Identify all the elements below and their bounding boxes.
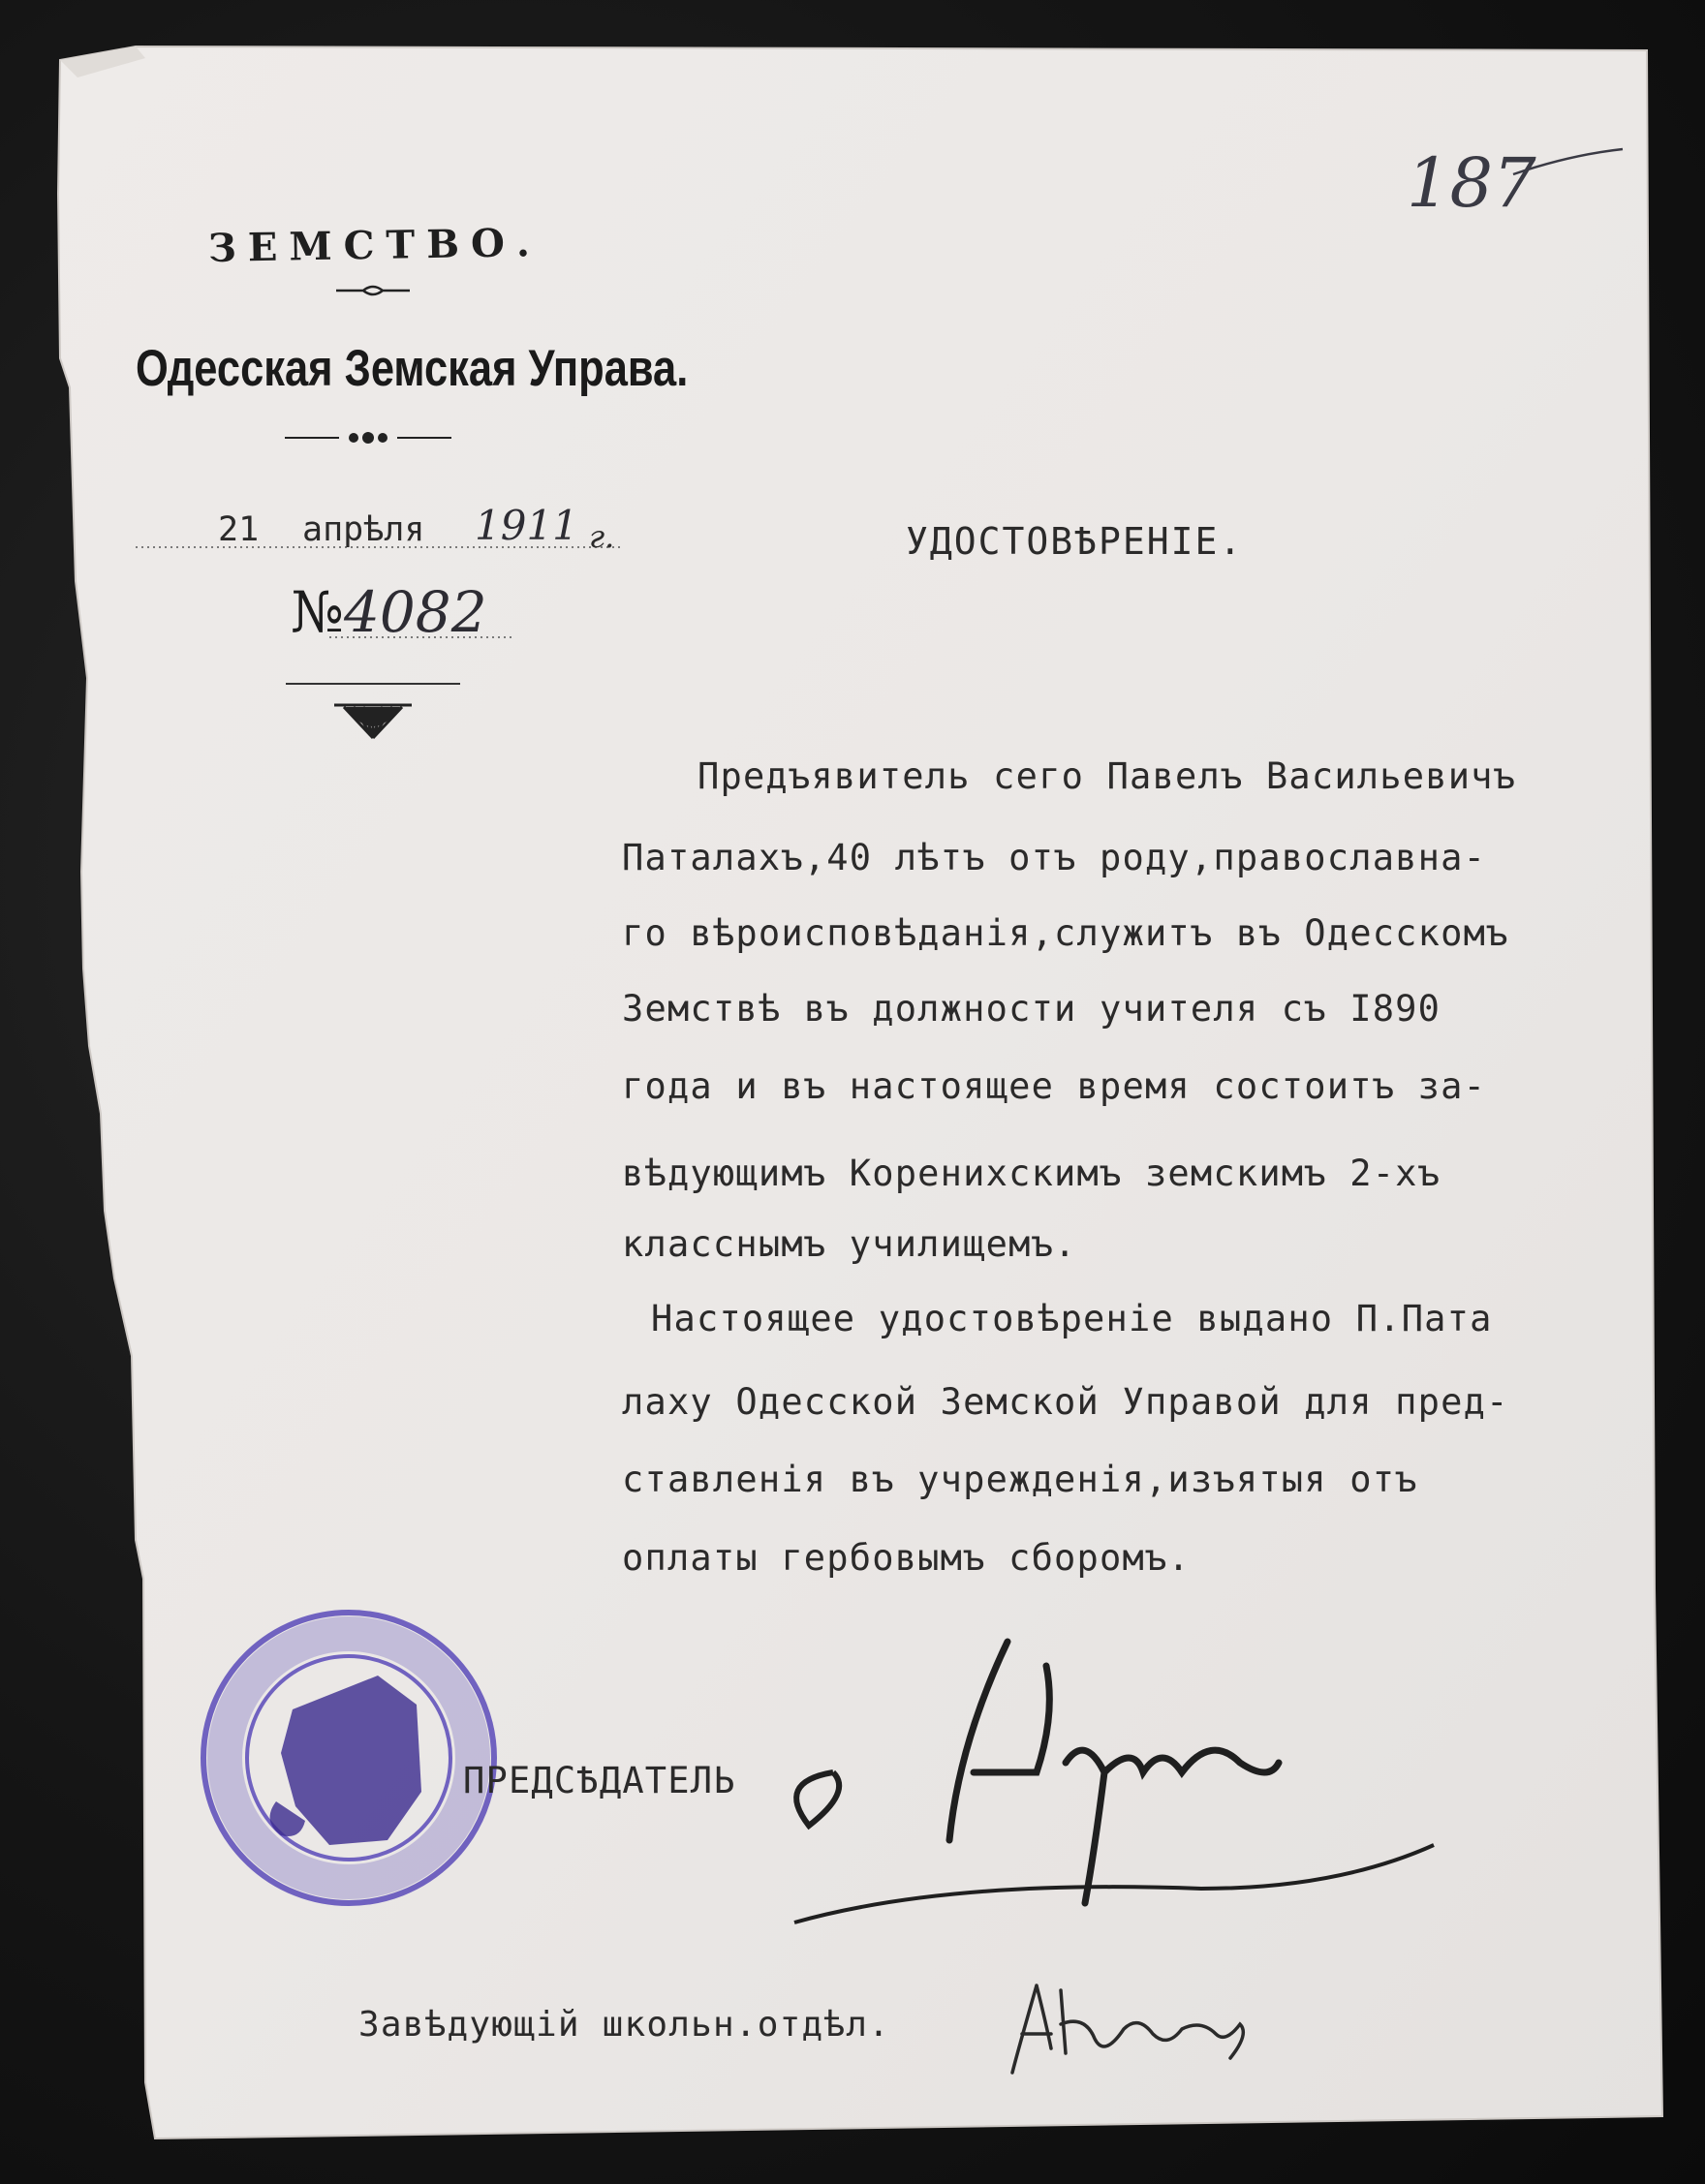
header-ornament-bottom bbox=[286, 678, 460, 746]
org-top-heading: ЗЕМСТВО. bbox=[207, 220, 542, 271]
head-of-department-label: Завѣдующiй школьн.отдѣл. bbox=[358, 2005, 890, 2045]
chairman-label: ПРЕДСѢДАТЕЛЬ bbox=[463, 1760, 736, 1801]
date-year: 1911 bbox=[475, 502, 578, 549]
number-dotted-line bbox=[329, 634, 513, 640]
official-stamp bbox=[184, 1598, 513, 1918]
body-line: лаху Одесской Земской Управой для пред- bbox=[622, 1381, 1509, 1423]
body-line: Земствѣ въ должности учителя съ I890 bbox=[622, 988, 1442, 1030]
body-line: Предъявитель сего Павелъ Васильевичъ bbox=[698, 755, 1517, 797]
date-day: 21 bbox=[218, 510, 260, 549]
header-ornament-top bbox=[334, 281, 412, 300]
body-line: вѣдующимъ Коренихскимъ земскимъ 2-хъ bbox=[622, 1153, 1442, 1194]
org-name-heading: Одесская Земская Управа. bbox=[136, 340, 689, 397]
body-line: Настоящее удостовѣренiе выдано П.Пата bbox=[651, 1298, 1493, 1339]
number-sign: № bbox=[291, 579, 344, 645]
header-ornament-middle bbox=[281, 424, 455, 451]
document-number: 4082 bbox=[344, 579, 487, 645]
folio-number: 187 bbox=[1407, 143, 1536, 223]
date-suffix: г. bbox=[589, 518, 615, 555]
document-title: УДОСТОВѢРЕНIЕ. bbox=[906, 520, 1244, 563]
date-month: апрѣля bbox=[302, 510, 425, 549]
head-signature bbox=[1008, 1966, 1259, 2082]
body-line: го вѣроисповѣданiя,служитъ въ Одесскомъ bbox=[622, 912, 1509, 954]
folio-stroke bbox=[1511, 145, 1628, 194]
body-line: оплаты гербовымъ сборомъ. bbox=[622, 1537, 1191, 1579]
chairman-signature bbox=[756, 1627, 1472, 1927]
body-line: класснымъ училищемъ. bbox=[622, 1223, 1077, 1265]
body-line: года и въ настоящее время состоитъ за- bbox=[622, 1065, 1487, 1107]
body-line: ставленiя въ учрежденiя,изъятыя отъ bbox=[622, 1459, 1418, 1500]
body-line: Паталахъ,40 лѣтъ отъ роду,православна- bbox=[622, 837, 1487, 878]
